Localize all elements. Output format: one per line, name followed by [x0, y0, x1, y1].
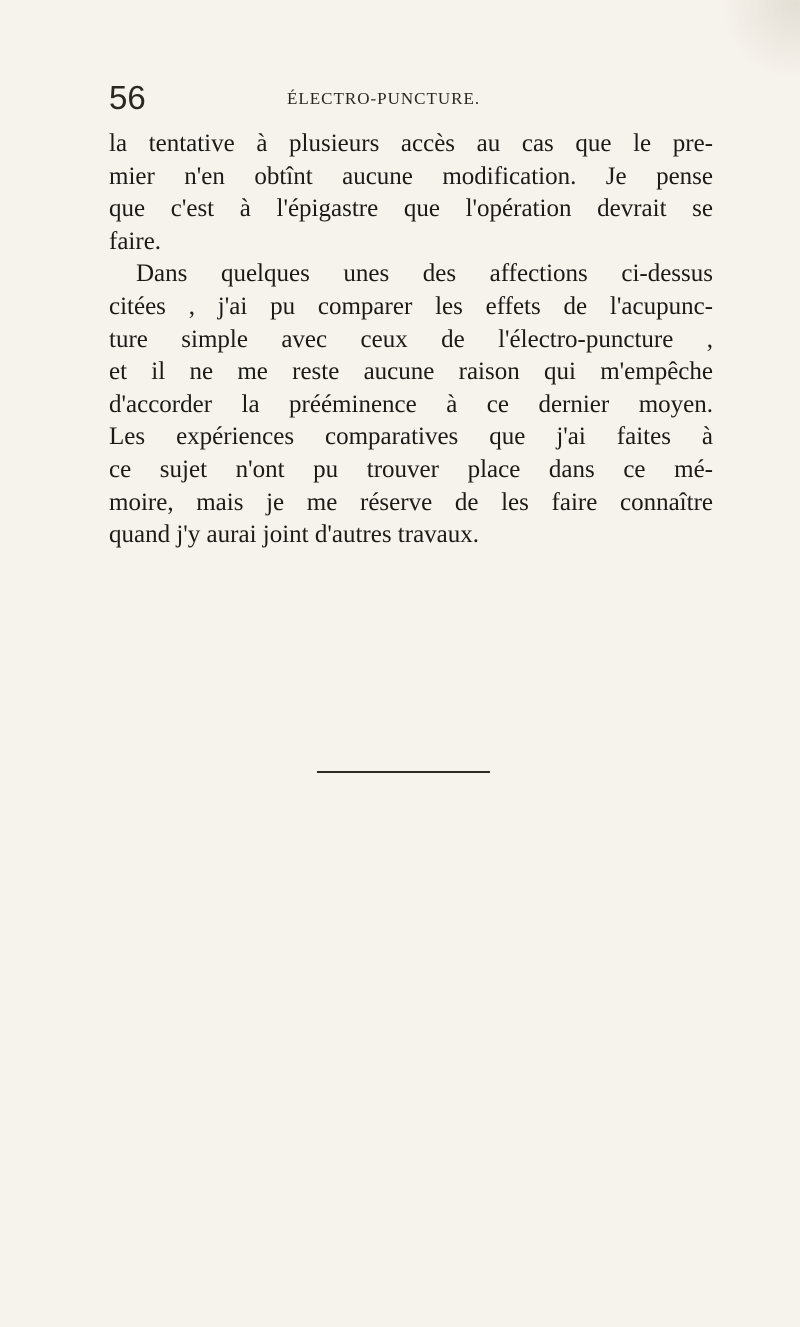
- text-line: ture simple avec ceux de l'électro-puncture ,: [109, 325, 713, 353]
- page-corner-stain: [720, 0, 800, 80]
- text-line: ce sujet n'ont pu trouver place dans ce mé-: [109, 455, 713, 483]
- page-header: [109, 80, 709, 120]
- text-line: et il ne me reste aucune raison qui m'empêche: [109, 358, 713, 386]
- text-line: moire, mais je me réserve de les faire connaître: [109, 488, 713, 516]
- page-number: 56: [109, 79, 146, 116]
- text-line: que c'est à l'épigastre que l'opération devrait se: [109, 195, 713, 223]
- text-line: d'accorder la prééminence à ce dernier moyen.: [109, 390, 713, 418]
- text-line: mier n'en obtînt aucune modification. Je pense: [109, 162, 713, 190]
- text-line: quand j'y aurai joint d'autres travaux.: [109, 521, 480, 549]
- section-divider-rule: [317, 771, 490, 773]
- text-line: la tentative à plusieurs accès au cas que le pre-: [109, 130, 713, 157]
- text-line: faire.: [109, 227, 162, 255]
- running-head: ÉLECTRO-PUNCTURE.: [287, 89, 481, 108]
- text-line: Les expériences comparatives que j'ai faites à: [109, 423, 713, 451]
- body-text: [109, 128, 713, 552]
- text-line: Dans quelques unes des affections ci-dessus: [136, 260, 713, 288]
- text-line: citées , j'ai pu comparer les effets de l'acupunc-: [109, 292, 713, 320]
